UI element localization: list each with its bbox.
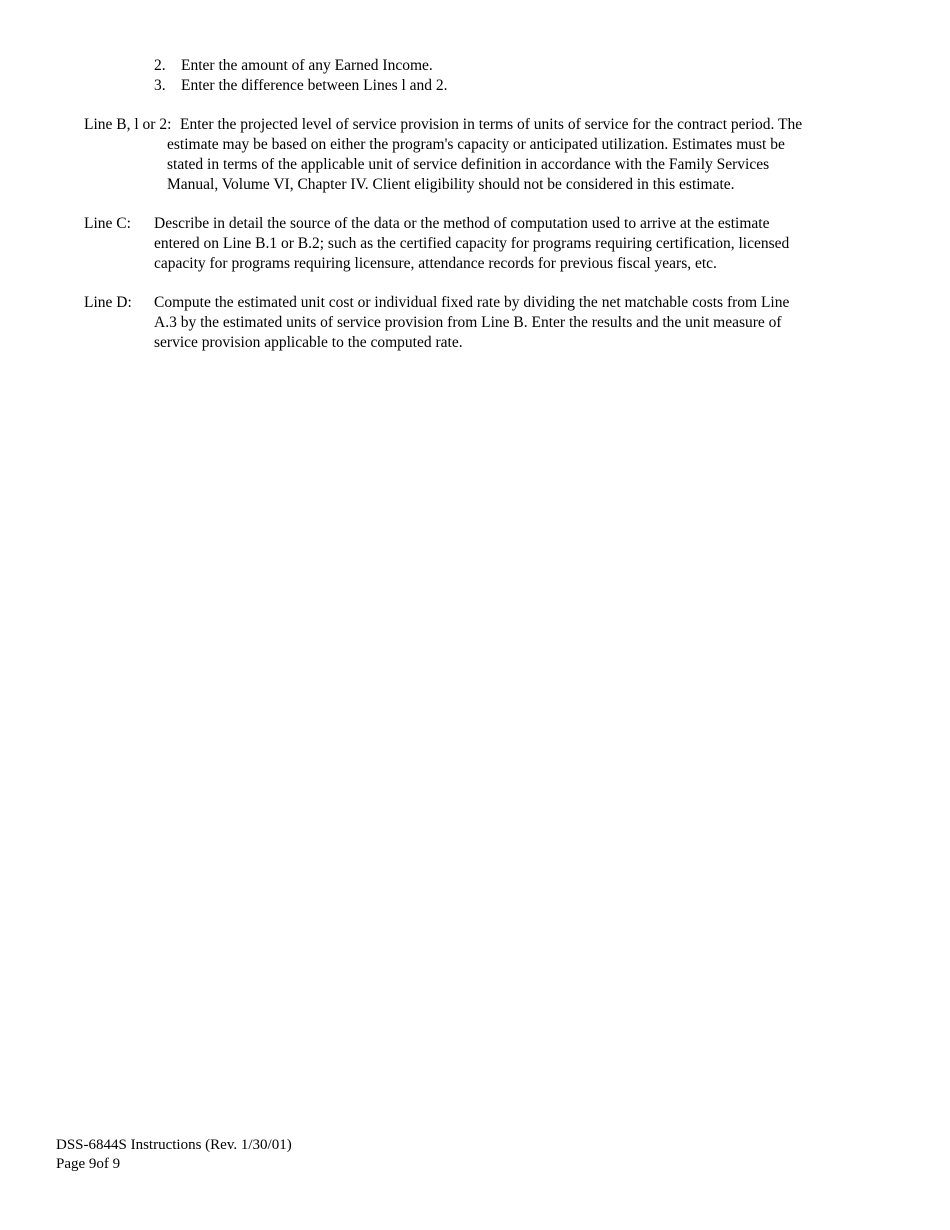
- list-item: [154, 76, 448, 96]
- line-c-instruction: [84, 214, 884, 274]
- line-b-text-line: estimate may be based on either the program's capacity or anticipated utilization. Estimates must be: [167, 136, 785, 153]
- form-id: DSS-6844S Instructions (Rev. 1/30/01): [56, 1137, 292, 1153]
- line-b-text-line: stated in terms of the applicable unit of service definition in accordance with the Family Services: [167, 156, 770, 173]
- item-text: Enter the difference between Lines l and 2.: [181, 77, 448, 94]
- line-b-label: Line B, l or 2:: [84, 116, 172, 133]
- line-d-text-line: service provision applicable to the computed rate.: [154, 334, 463, 351]
- item-number: 3.: [154, 77, 166, 94]
- line-c-text-line: capacity for programs requiring licensure, attendance records for previous fiscal years, etc.: [154, 255, 717, 272]
- line-d-text-line: Compute the estimated unit cost or individual fixed rate by dividing the net matchable costs from Line: [154, 294, 790, 311]
- line-b-text-line: Enter the projected level of service provision in terms of units of service for the contract period. The: [180, 116, 803, 133]
- page-number: Page 9of 9: [56, 1156, 121, 1172]
- line-b-text-line: Manual, Volume VI, Chapter IV. Client eligibility should not be considered in this estimate.: [167, 176, 735, 193]
- line-b-instruction: [84, 115, 884, 195]
- line-c-text-line: entered on Line B.1 or B.2; such as the certified capacity for programs requiring certification, licensed: [154, 235, 790, 252]
- page-footer: [56, 1136, 292, 1174]
- line-d-text-line: A.3 by the estimated units of service provision from Line B. Enter the results and the unit measure of: [154, 314, 782, 331]
- list-item: [154, 56, 433, 76]
- item-text: Enter the amount of any Earned Income.: [181, 57, 433, 74]
- line-c-text-line: Describe in detail the source of the data or the method of computation used to arrive at the estimate: [154, 215, 770, 232]
- line-c-label: Line C:: [84, 215, 131, 232]
- item-number: 2.: [154, 57, 166, 74]
- line-d-instruction: [84, 293, 884, 353]
- line-d-label: Line D:: [84, 294, 132, 311]
